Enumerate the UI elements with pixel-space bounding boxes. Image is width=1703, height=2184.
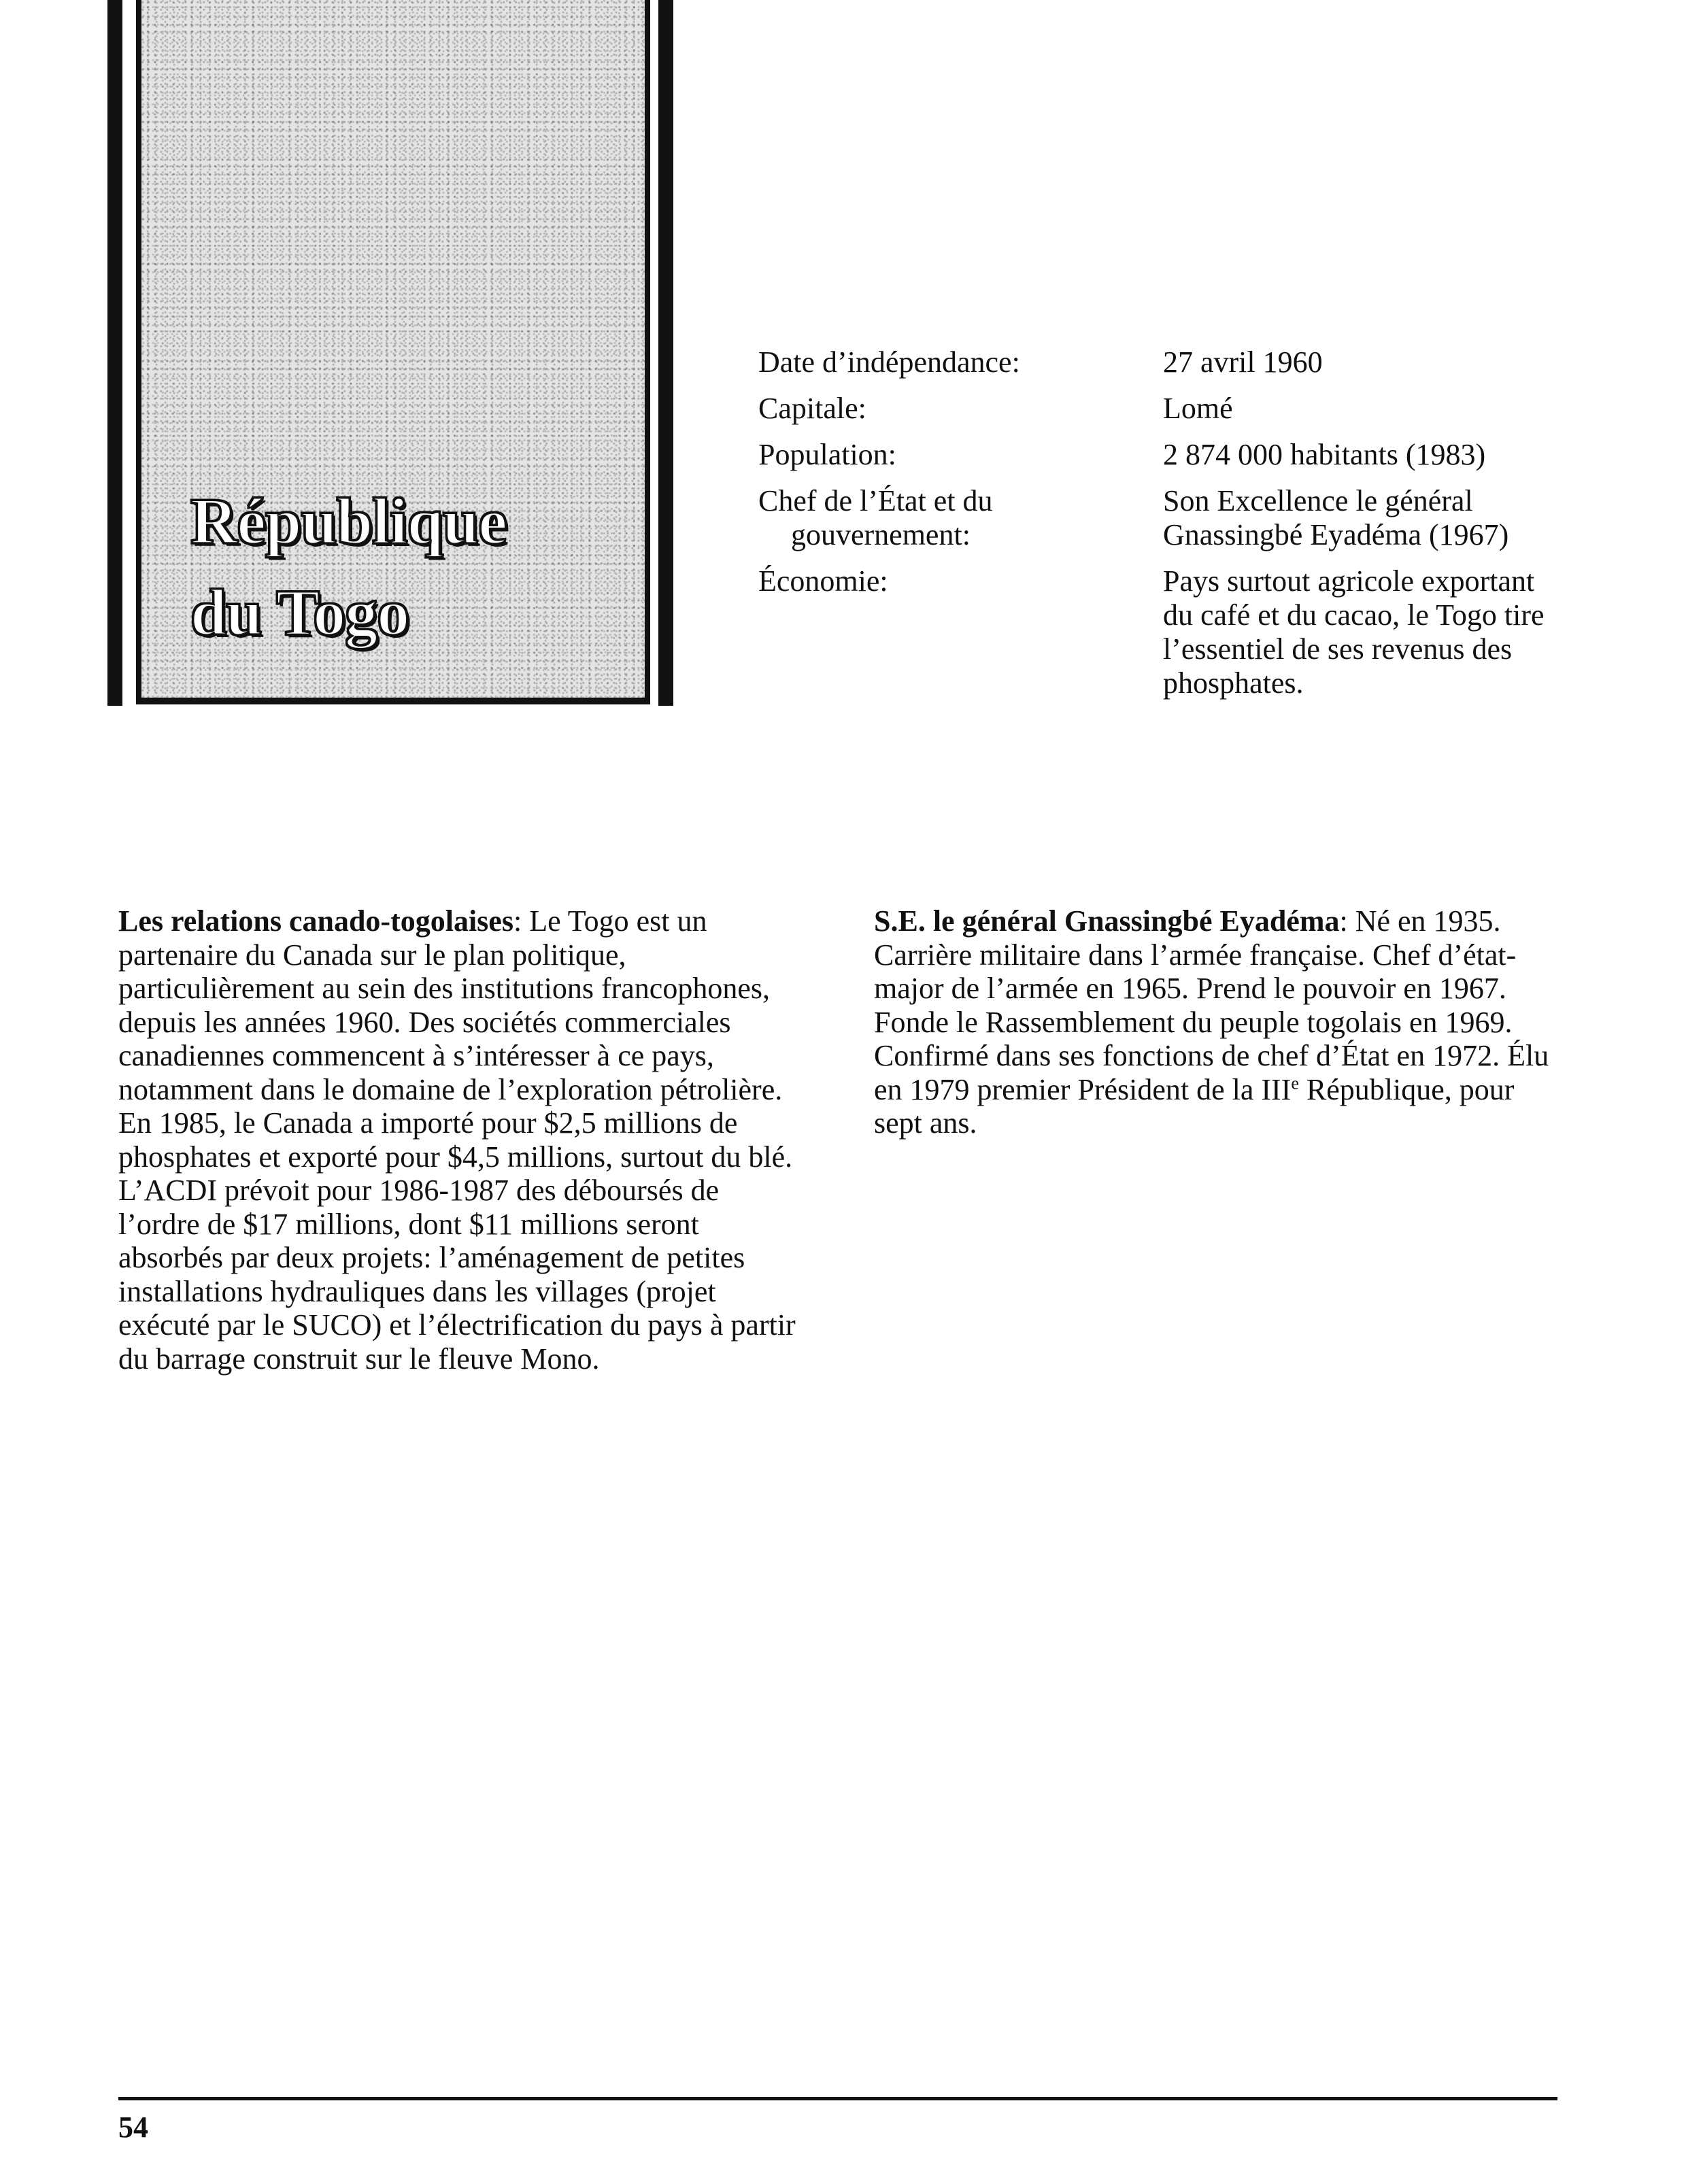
footer-rule xyxy=(118,2097,1557,2100)
title-frame xyxy=(107,0,673,706)
biography-text-1: : Né en 1935. Carrière militaire dans l’armée française. Chef d’état-major de l’armée en 1965. Prend le pouvoir en 1967. Fonde le Rassemblement du peuple togolais en 1969. Confirmé dans ses fonctions de chef d’État en 1972. Élu en 1979 premier Président de la III xyxy=(874,904,1549,1106)
fact-row-head-of-state xyxy=(758,484,1561,552)
fact-row-independence xyxy=(758,345,1561,379)
fact-value: 2 874 000 habitants (1983) xyxy=(1163,438,1486,471)
relations-paragraph xyxy=(118,904,805,1376)
page-title xyxy=(190,476,507,658)
fact-value: Son Excellence le général Gnassingbé Eyadéma (1967) xyxy=(1163,484,1509,551)
frame-bar-right xyxy=(658,0,673,706)
page-number: 54 xyxy=(118,2111,148,2144)
title-line-2: du Togo xyxy=(190,576,409,649)
fact-label: Population: xyxy=(758,438,896,471)
relations-heading: Les relations canado-togolaises xyxy=(118,904,513,938)
fact-value: Lomé xyxy=(1163,392,1233,425)
fact-label: Date d’indépendance: xyxy=(758,345,1020,379)
speckled-title-panel xyxy=(136,0,650,704)
fact-label: Économie: xyxy=(758,564,888,598)
fact-table xyxy=(758,345,1561,713)
biography-heading: S.E. le général Gnassingbé Eyadéma xyxy=(874,904,1340,938)
fact-label: Capitale: xyxy=(758,392,866,425)
biography-paragraph xyxy=(874,904,1568,1140)
biography-superscript: e xyxy=(1291,1072,1299,1093)
fact-row-capital xyxy=(758,392,1561,426)
frame-bar-left xyxy=(107,0,122,706)
fact-row-economy xyxy=(758,564,1561,700)
fact-value: 27 avril 1960 xyxy=(1163,345,1323,379)
fact-row-population xyxy=(758,438,1561,472)
title-line-1: République xyxy=(190,485,507,558)
fact-label-line-2: gouvernement: xyxy=(791,518,971,551)
fact-value: Pays surtout agricole exportant du café et du cacao, le Togo tire l’essentiel de ses revenus des phosphates. xyxy=(1163,564,1545,700)
biography-text-2: République, pour sept ans. xyxy=(874,1072,1515,1140)
relations-text: : Le Togo est un partenaire du Canada sur le plan politique, particulièrement au sein des institutions francophones, depuis les années 1960. Des sociétés commerciales canadiennes commencent à s’intéresser à ce pays, notamment dans le domaine de l’exploration pétrolière. En 1985, le Canada a importé pour $2,5 millions de phosphates et exporté pour $4,5 millions, surtout du blé. L’ACDI prévoit pour 1986-1987 des déboursés de l’ordre de $17 millions, dont $11 millions seront absorbés par deux projets: l’aménagement de petites installations hydrauliques dans les villages (projet exécuté par le SUCO) et l’électrification du pays à partir du barrage construit sur le fleuve Mono. xyxy=(118,904,796,1376)
fact-label-line-1: Chef de l’État et du xyxy=(758,484,993,517)
fact-label xyxy=(758,484,1163,552)
